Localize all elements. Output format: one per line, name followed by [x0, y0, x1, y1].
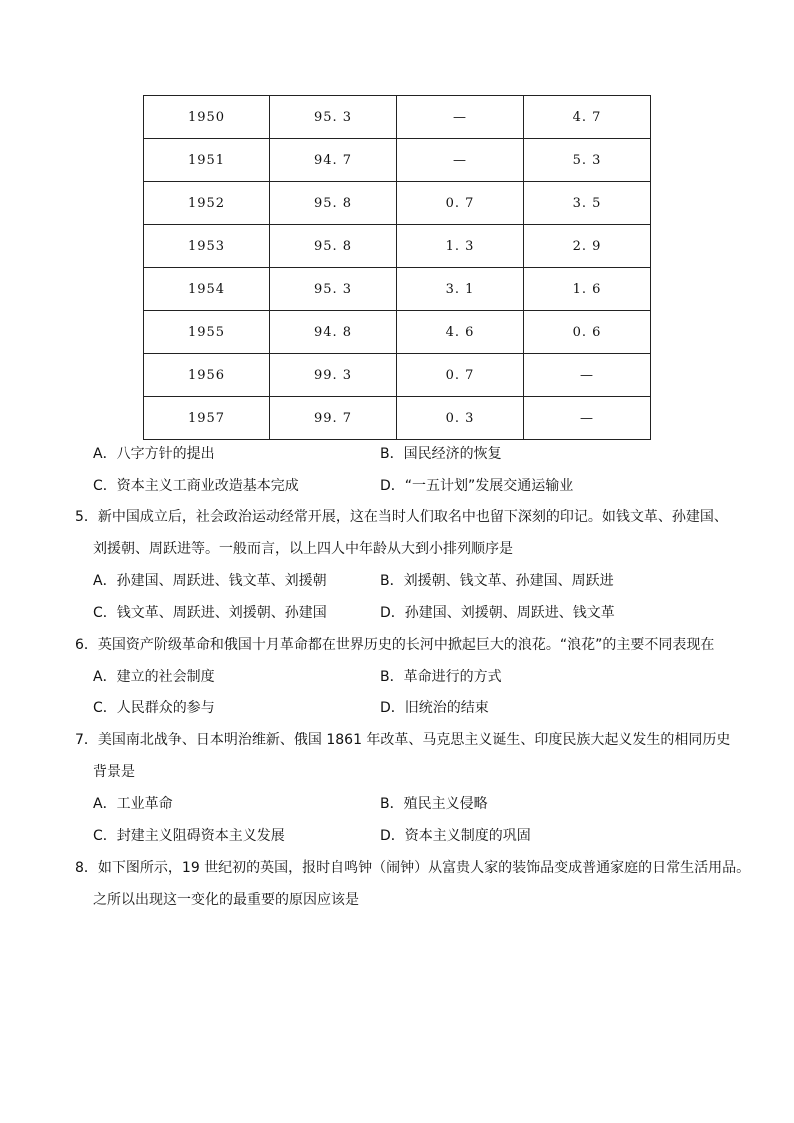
table-cell: — [524, 397, 651, 440]
q8-stem-line2: 之所以出现这一变化的最重要的原因应该是 [93, 892, 359, 908]
economy-share-table [143, 95, 651, 440]
table-row [144, 182, 651, 225]
table-cell: 2. 9 [524, 225, 651, 268]
table-row [144, 225, 651, 268]
q5-option-d[interactable]: D．孙建国、刘援朝、周跃进、钱文革 [380, 605, 615, 621]
q6-option-d[interactable]: D．旧统治的结束 [380, 700, 489, 716]
table-cell: 95. 3 [270, 268, 397, 311]
table-cell: 1951 [144, 139, 270, 182]
q5-stem-line2: 刘援朝、周跃进等。一般而言，以上四人中年龄从大到小排列顺序是 [93, 541, 513, 557]
table-cell: 99. 3 [270, 354, 397, 397]
table-row [144, 354, 651, 397]
q5-stem-line1: 5．新中国成立后，社会政治运动经常开展，这在当时人们取名中也留下深刻的印记。如钱文革、孙建国、 [75, 509, 728, 525]
table-cell: 1954 [144, 268, 270, 311]
q4-option-c[interactable]: C．资本主义工商业改造基本完成 [93, 478, 299, 494]
table-cell: 0. 6 [524, 311, 651, 354]
table-cell: 4. 7 [524, 96, 651, 139]
q7-stem-line2: 背景是 [93, 764, 135, 780]
table-cell: 0. 7 [397, 182, 524, 225]
q8-stem-line1: 8．如下图所示，19 世纪初的英国，报时自鸣钟（闹钟）从富贵人家的装饰品变成普通家庭的日常生活用品。 [75, 860, 751, 876]
q7-option-b[interactable]: B．殖民主义侵略 [380, 796, 488, 812]
q5-option-b[interactable]: B．刘援朝、钱文革、孙建国、周跃进 [380, 573, 614, 589]
q7-stem-line1: 7．美国南北战争、日本明治维新、俄国 1861 年改革、马克思主义诞生、印度民族大起义发生的相同历史 [75, 732, 731, 748]
table-cell: 1957 [144, 397, 270, 440]
table-cell: 4. 6 [397, 311, 524, 354]
table-cell: 94. 8 [270, 311, 397, 354]
table-cell: 0. 7 [397, 354, 524, 397]
table-row [144, 139, 651, 182]
table-cell: — [397, 96, 524, 139]
table-cell: 95. 8 [270, 182, 397, 225]
table-cell: 1956 [144, 354, 270, 397]
table-cell: 1955 [144, 311, 270, 354]
table-cell: 3. 1 [397, 268, 524, 311]
q7-option-a[interactable]: A．工业革命 [93, 796, 173, 812]
table-cell: 95. 3 [270, 96, 397, 139]
q4-option-a[interactable]: A．八字方针的提出 [93, 446, 215, 462]
q6-option-c[interactable]: C．人民群众的参与 [93, 700, 215, 716]
table-cell: 5. 3 [524, 139, 651, 182]
table-row [144, 268, 651, 311]
table-cell: — [524, 354, 651, 397]
table-cell: 99. 7 [270, 397, 397, 440]
q5-option-a[interactable]: A．孙建国、周跃进、钱文革、刘援朝 [93, 573, 327, 589]
q5-option-c[interactable]: C．钱文革、周跃进、刘援朝、孙建国 [93, 605, 327, 621]
table-cell: 1953 [144, 225, 270, 268]
table-cell: 94. 7 [270, 139, 397, 182]
table-cell: 1952 [144, 182, 270, 225]
table-cell: 1. 6 [524, 268, 651, 311]
q7-option-c[interactable]: C．封建主义阻碍资本主义发展 [93, 828, 285, 844]
table-cell: 3. 5 [524, 182, 651, 225]
table-row [144, 96, 651, 139]
table-cell: — [397, 139, 524, 182]
q4-option-b[interactable]: B．国民经济的恢复 [380, 446, 502, 462]
table-body [144, 96, 651, 440]
table-cell: 95. 8 [270, 225, 397, 268]
table-row [144, 311, 651, 354]
q6-stem-line1: 6．英国资产阶级革命和俄国十月革命都在世界历史的长河中掀起巨大的浪花。“浪花”的主要不同表现在 [75, 637, 715, 653]
q6-option-a[interactable]: A．建立的社会制度 [93, 669, 215, 685]
table-row [144, 397, 651, 440]
table-cell: 1950 [144, 96, 270, 139]
table-cell: 0. 3 [397, 397, 524, 440]
q6-option-b[interactable]: B．革命进行的方式 [380, 669, 502, 685]
q4-option-d[interactable]: D．“一五计划”发展交通运输业 [380, 478, 574, 494]
table-cell: 1. 3 [397, 225, 524, 268]
q7-option-d[interactable]: D．资本主义制度的巩固 [380, 828, 531, 844]
